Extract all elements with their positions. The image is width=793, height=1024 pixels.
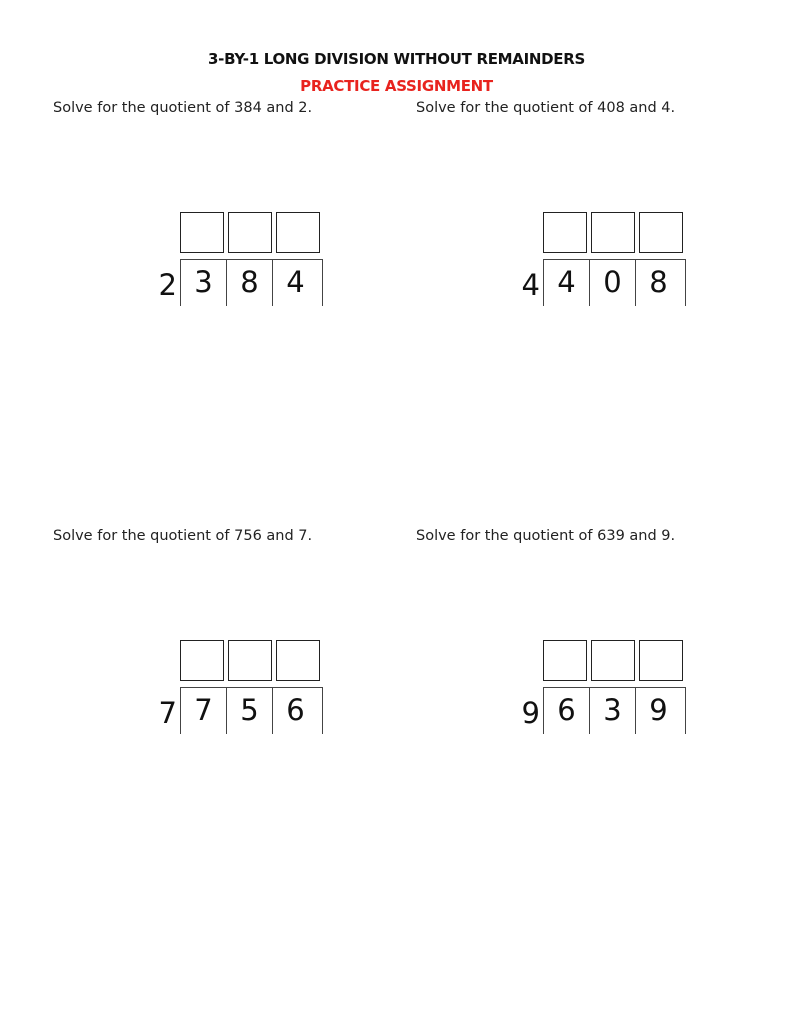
division-problem-4 [490, 640, 690, 740]
worksheet-subtitle: PRACTICE ASSIGNMENT [300, 77, 493, 95]
dividend-digit: 7 [180, 687, 226, 734]
divisor: 2 [158, 268, 177, 302]
quotient-digit-box[interactable] [276, 212, 320, 253]
quotient-digit-box[interactable] [276, 640, 320, 681]
dividend-digit: 0 [589, 259, 635, 306]
dividend-digit: 8 [226, 259, 272, 306]
dividend-digit: 6 [272, 687, 318, 734]
dividend-digit: 3 [589, 687, 635, 734]
dividend-digit: 9 [635, 687, 681, 734]
quotient-digit-box[interactable] [228, 640, 272, 681]
quotient-digit-box[interactable] [180, 212, 224, 253]
dividend-digit: 8 [635, 259, 681, 306]
dividend-digit: 3 [180, 259, 226, 306]
divisor: 9 [521, 696, 540, 730]
divisor: 7 [158, 696, 177, 730]
question-1-text: Solve for the quotient of 384 and 2. [53, 100, 313, 116]
worksheet-title: 3-BY-1 LONG DIVISION WITHOUT REMAINDERS [208, 50, 585, 68]
dividend-right-line [322, 687, 323, 734]
dividend-right-line [685, 687, 686, 734]
quotient-digit-box[interactable] [543, 640, 587, 681]
division-problem-1 [127, 212, 327, 312]
division-problem-2 [490, 212, 690, 312]
question-3-text: Solve for the quotient of 756 and 7. [53, 528, 313, 544]
dividend-right-line [685, 259, 686, 306]
quotient-digit-box[interactable] [591, 640, 635, 681]
divisor: 4 [521, 268, 540, 302]
question-2-text: Solve for the quotient of 408 and 4. [416, 100, 676, 116]
question-4-text: Solve for the quotient of 639 and 9. [416, 528, 676, 544]
quotient-digit-box[interactable] [228, 212, 272, 253]
quotient-digit-box[interactable] [639, 640, 683, 681]
dividend-right-line [322, 259, 323, 306]
quotient-digit-box[interactable] [180, 640, 224, 681]
dividend-digit: 6 [543, 687, 589, 734]
dividend-digit: 5 [226, 687, 272, 734]
quotient-digit-box[interactable] [639, 212, 683, 253]
quotient-digit-box[interactable] [591, 212, 635, 253]
dividend-digit: 4 [543, 259, 589, 306]
dividend-digit: 4 [272, 259, 318, 306]
division-problem-3 [127, 640, 327, 740]
quotient-digit-box[interactable] [543, 212, 587, 253]
